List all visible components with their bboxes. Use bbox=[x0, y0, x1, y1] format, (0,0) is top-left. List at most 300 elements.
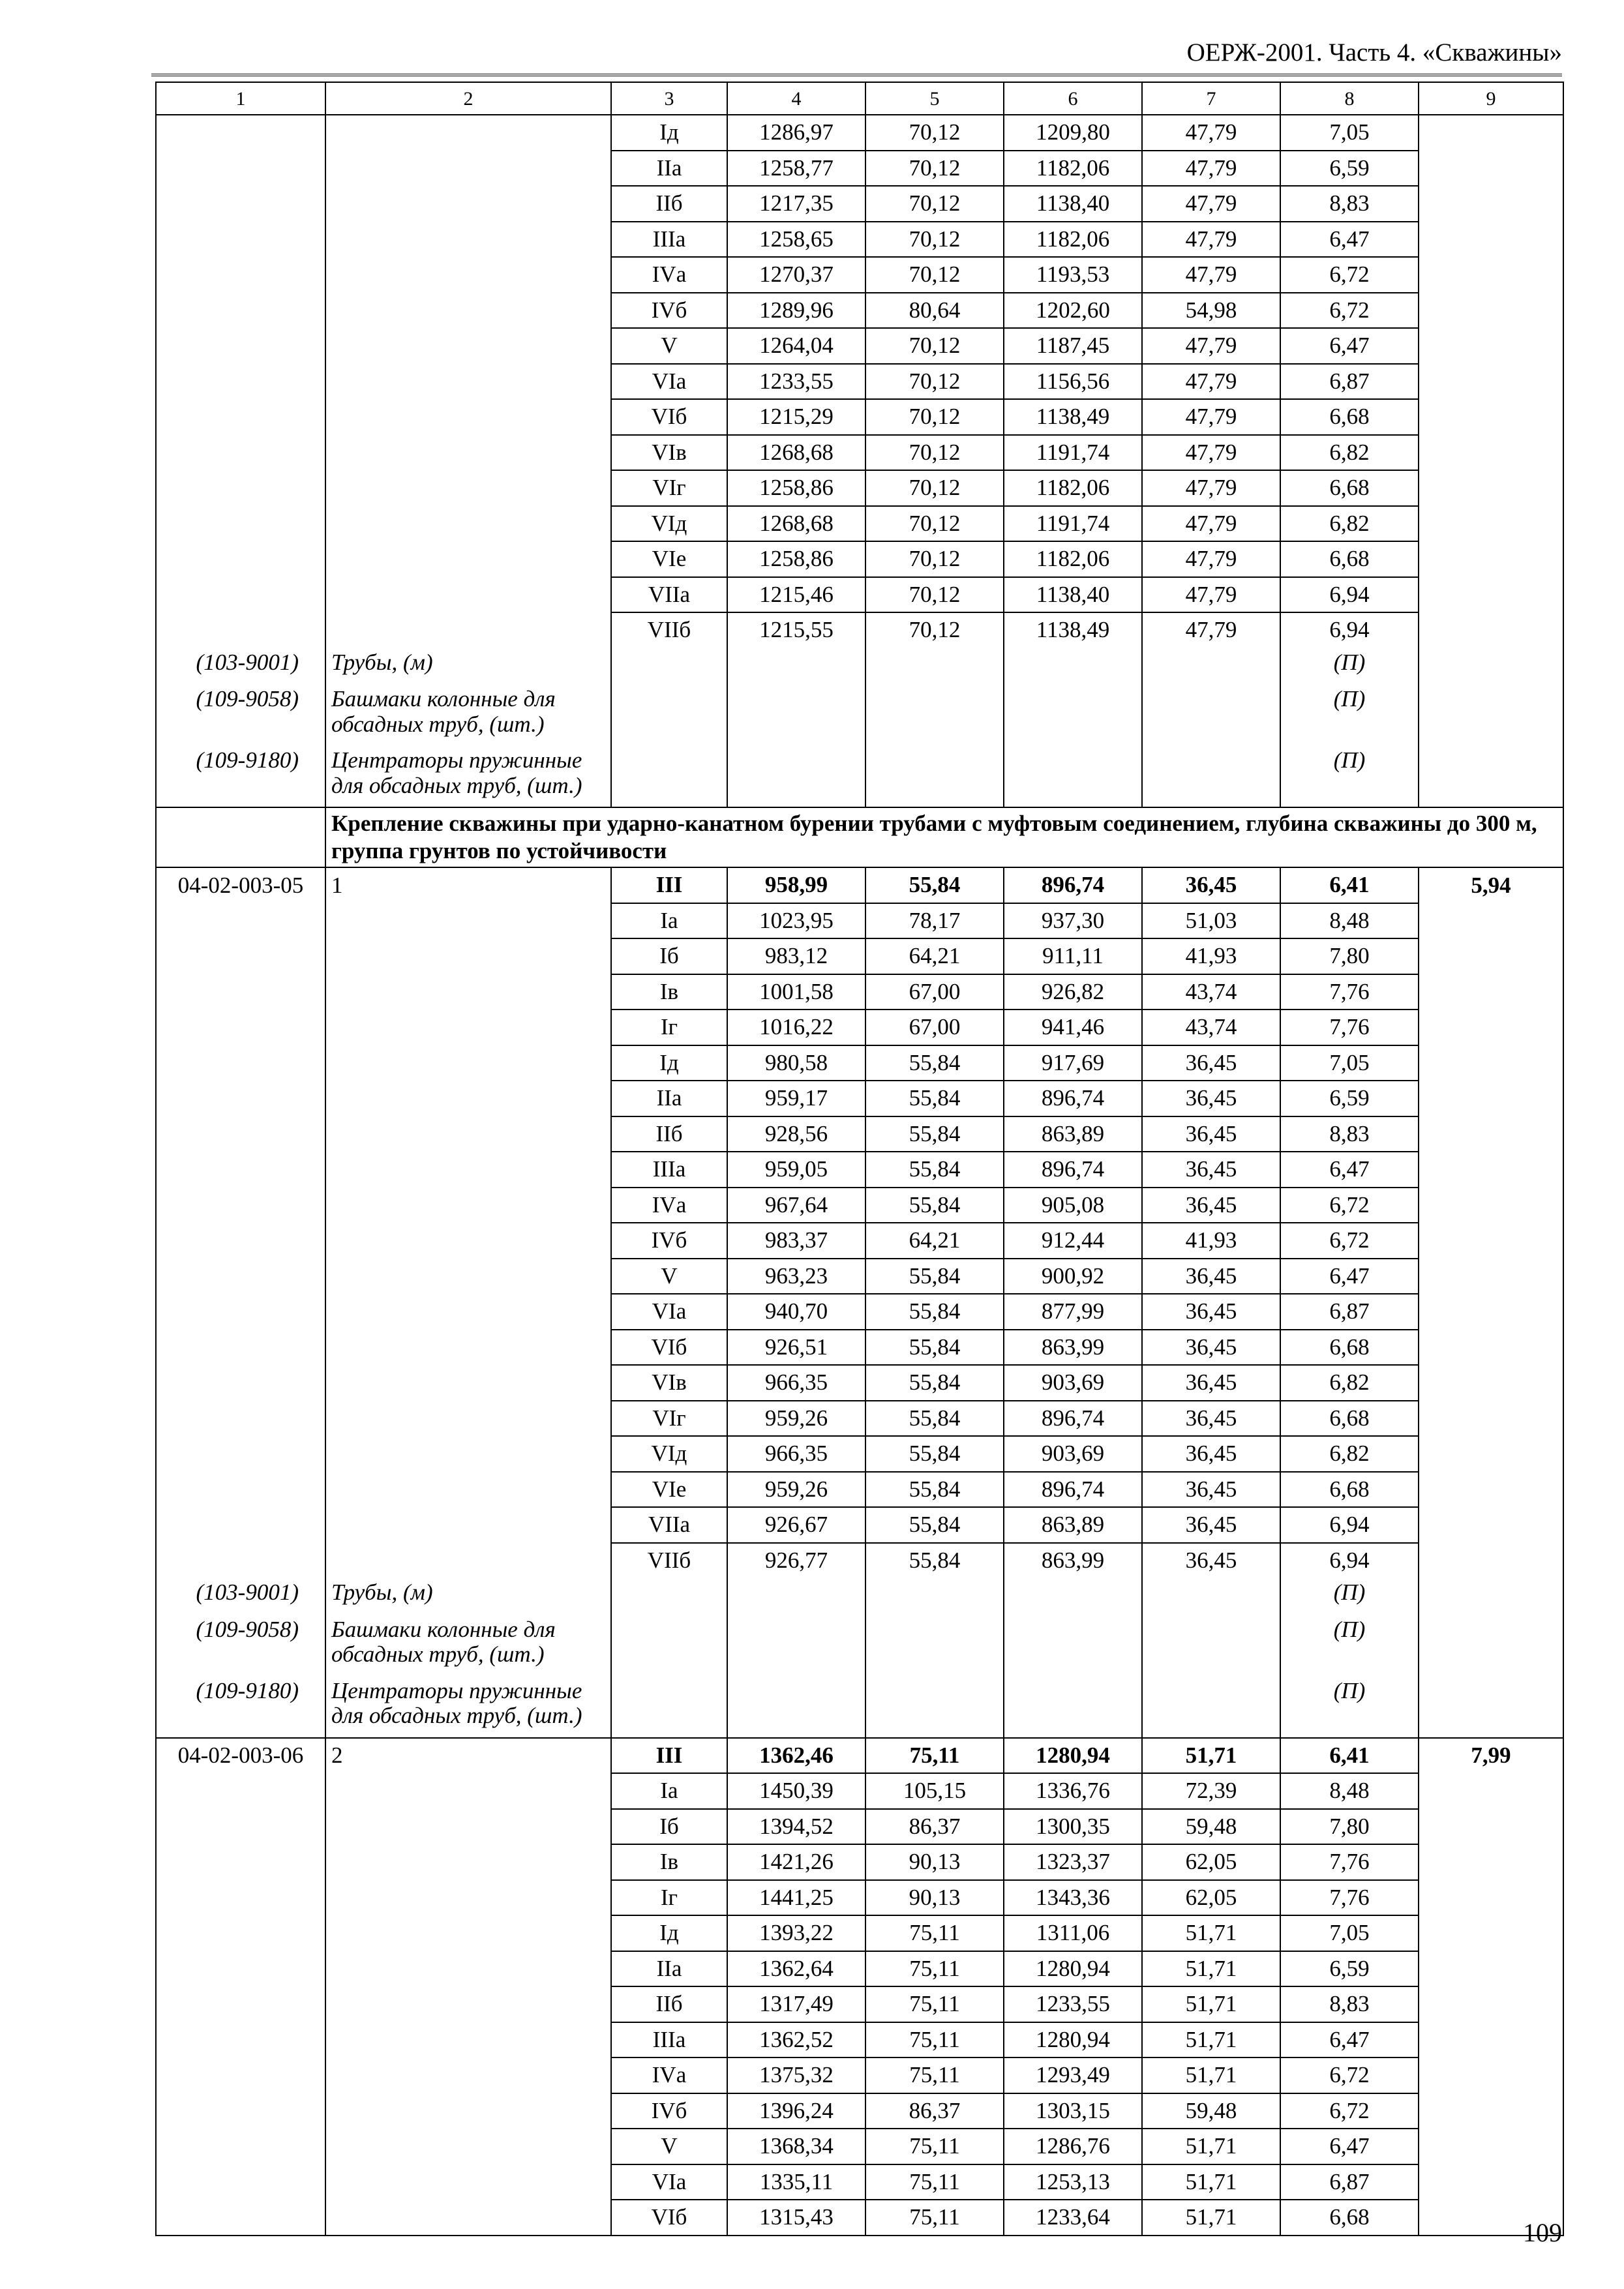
data-cell: 959,26 bbox=[727, 1401, 865, 1437]
table-row bbox=[156, 1152, 1563, 1188]
rate-description bbox=[325, 435, 611, 471]
data-cell: 47,79 bbox=[1142, 541, 1280, 577]
col9-value bbox=[1419, 1223, 1563, 1259]
rate-code bbox=[156, 1472, 325, 1508]
rate-description bbox=[325, 257, 611, 293]
data-cell: 1001,58 bbox=[727, 974, 865, 1010]
section-title: Крепление скважины при ударно-канатном бурении трубами с муфтовым соединением, глубина скважины до 300 м, группа грунтов по устойчивости bbox=[325, 807, 1563, 867]
data-cell: 1323,37 bbox=[1004, 1844, 1142, 1880]
table-row bbox=[156, 1365, 1563, 1401]
data-cell: 7,76 bbox=[1280, 1880, 1419, 1916]
rate-code bbox=[156, 2164, 325, 2200]
data-cell: 6,59 bbox=[1280, 151, 1419, 187]
data-cell: 47,79 bbox=[1142, 470, 1280, 506]
rate-code bbox=[156, 1880, 325, 1916]
resource-name: Башмаки колонные для обсадных труб, (шт.) bbox=[325, 1615, 611, 1676]
rate-description bbox=[325, 186, 611, 222]
empty-cell bbox=[1004, 745, 1142, 807]
rate-description bbox=[325, 1259, 611, 1294]
col9-value bbox=[1419, 938, 1563, 974]
data-cell: Iб bbox=[611, 938, 727, 974]
rate-description bbox=[325, 1330, 611, 1366]
rate-code bbox=[156, 2022, 325, 2058]
col9-value bbox=[1419, 1915, 1563, 1951]
rate-description bbox=[325, 1081, 611, 1116]
data-cell: 1258,65 bbox=[727, 222, 865, 258]
data-cell: 36,45 bbox=[1142, 1436, 1280, 1472]
data-cell: 78,17 bbox=[865, 903, 1004, 939]
data-cell: 41,93 bbox=[1142, 1223, 1280, 1259]
table-row bbox=[156, 222, 1563, 258]
empty-cell bbox=[1142, 1676, 1280, 1738]
rate-code bbox=[156, 1188, 325, 1223]
data-cell: 6,68 bbox=[1280, 1472, 1419, 1508]
resource-code: (109-9180) bbox=[156, 745, 325, 807]
data-cell: 6,87 bbox=[1280, 1294, 1419, 1330]
col9-value bbox=[1419, 1951, 1563, 1987]
rate-code bbox=[156, 470, 325, 506]
data-cell: 896,74 bbox=[1004, 867, 1142, 903]
table-row bbox=[156, 612, 1563, 648]
empty-cell bbox=[1419, 1578, 1563, 1615]
data-cell: 959,17 bbox=[727, 1081, 865, 1116]
data-cell: 926,82 bbox=[1004, 974, 1142, 1010]
data-cell: 1362,64 bbox=[727, 1951, 865, 1987]
resource-name: Трубы, (м) bbox=[325, 1578, 611, 1615]
rate-description bbox=[325, 1951, 611, 1987]
rate-code bbox=[156, 1951, 325, 1987]
data-cell: 7,76 bbox=[1280, 1010, 1419, 1045]
col9-value bbox=[1419, 1081, 1563, 1116]
empty-cell bbox=[1004, 684, 1142, 745]
col9-value: 7,99 bbox=[1419, 1738, 1563, 1774]
data-cell: 51,71 bbox=[1142, 2057, 1280, 2093]
data-cell: 51,71 bbox=[1142, 1738, 1280, 1774]
section-title-spacer bbox=[156, 807, 325, 867]
col9-value bbox=[1419, 1809, 1563, 1845]
data-cell: 6,82 bbox=[1280, 435, 1419, 471]
data-cell: 896,74 bbox=[1004, 1081, 1142, 1116]
data-cell: 36,45 bbox=[1142, 1543, 1280, 1578]
data-cell: 6,59 bbox=[1280, 1951, 1419, 1987]
table-row bbox=[156, 541, 1563, 577]
empty-cell bbox=[1004, 1578, 1142, 1615]
data-cell: 54,98 bbox=[1142, 293, 1280, 329]
table-row bbox=[156, 867, 1563, 903]
empty-cell bbox=[865, 1676, 1004, 1738]
table-row bbox=[156, 1010, 1563, 1045]
data-cell: 1156,56 bbox=[1004, 364, 1142, 400]
resource-row bbox=[156, 684, 1563, 745]
col9-value bbox=[1419, 506, 1563, 542]
data-cell: 896,74 bbox=[1004, 1152, 1142, 1188]
data-cell: 6,82 bbox=[1280, 1365, 1419, 1401]
page-header-title: ОЕРЖ-2001. Часть 4. «Скважины» bbox=[1186, 38, 1562, 67]
data-cell: 1300,35 bbox=[1004, 1809, 1142, 1845]
data-cell: 6,68 bbox=[1280, 541, 1419, 577]
data-cell: 1215,29 bbox=[727, 399, 865, 435]
col9-value bbox=[1419, 1010, 1563, 1045]
data-cell: 47,79 bbox=[1142, 186, 1280, 222]
col9-value bbox=[1419, 115, 1563, 151]
data-cell: 64,21 bbox=[865, 1223, 1004, 1259]
data-cell: 926,77 bbox=[727, 1543, 865, 1578]
col9-value bbox=[1419, 2129, 1563, 2164]
data-cell: 6,68 bbox=[1280, 1330, 1419, 1366]
empty-cell bbox=[611, 1578, 727, 1615]
table-row bbox=[156, 115, 1563, 151]
data-cell: 6,47 bbox=[1280, 328, 1419, 364]
data-cell: 6,94 bbox=[1280, 577, 1419, 613]
rate-code bbox=[156, 115, 325, 151]
rate-code bbox=[156, 1081, 325, 1116]
rate-description bbox=[325, 1188, 611, 1223]
data-cell: VIг bbox=[611, 1401, 727, 1437]
data-cell: VIв bbox=[611, 1365, 727, 1401]
rate-description bbox=[325, 612, 611, 648]
data-cell: 896,74 bbox=[1004, 1472, 1142, 1508]
col9-value bbox=[1419, 222, 1563, 258]
resource-code: (103-9001) bbox=[156, 648, 325, 685]
data-cell: 86,37 bbox=[865, 2093, 1004, 2129]
col9-value bbox=[1419, 293, 1563, 329]
col9-value bbox=[1419, 1507, 1563, 1543]
empty-cell bbox=[1142, 745, 1280, 807]
data-cell: 55,84 bbox=[865, 1472, 1004, 1508]
rate-code bbox=[156, 1116, 325, 1152]
data-cell: IVа bbox=[611, 1188, 727, 1223]
data-cell: 6,41 bbox=[1280, 1738, 1419, 1774]
data-cell: 905,08 bbox=[1004, 1188, 1142, 1223]
col9-value bbox=[1419, 1045, 1563, 1081]
rate-code bbox=[156, 1507, 325, 1543]
data-cell: 36,45 bbox=[1142, 867, 1280, 903]
data-cell: 70,12 bbox=[865, 506, 1004, 542]
data-cell: VIIб bbox=[611, 612, 727, 648]
rate-description bbox=[325, 1116, 611, 1152]
data-cell: 51,71 bbox=[1142, 2129, 1280, 2164]
data-cell: 6,72 bbox=[1280, 293, 1419, 329]
data-cell: 7,76 bbox=[1280, 1844, 1419, 1880]
data-cell: 1343,36 bbox=[1004, 1880, 1142, 1916]
data-cell: 6,47 bbox=[1280, 1152, 1419, 1188]
section-title-row bbox=[156, 807, 1563, 867]
data-cell: 6,59 bbox=[1280, 1081, 1419, 1116]
rate-code: 04-02-003-06 bbox=[156, 1738, 325, 1774]
empty-cell bbox=[1004, 648, 1142, 685]
rate-description bbox=[325, 1365, 611, 1401]
data-cell: 6,68 bbox=[1280, 399, 1419, 435]
table-row bbox=[156, 399, 1563, 435]
data-cell: 55,84 bbox=[865, 1188, 1004, 1223]
data-cell: 6,47 bbox=[1280, 1259, 1419, 1294]
empty-cell bbox=[1004, 1676, 1142, 1738]
data-cell: 41,93 bbox=[1142, 938, 1280, 974]
rate-description bbox=[325, 903, 611, 939]
rate-code bbox=[156, 612, 325, 648]
rate-description bbox=[325, 577, 611, 613]
rate-description bbox=[325, 115, 611, 151]
data-cell: 980,58 bbox=[727, 1045, 865, 1081]
table-row bbox=[156, 257, 1563, 293]
empty-cell bbox=[1419, 684, 1563, 745]
data-cell: 75,11 bbox=[865, 2200, 1004, 2236]
data-cell: 6,68 bbox=[1280, 470, 1419, 506]
data-cell: 36,45 bbox=[1142, 1116, 1280, 1152]
empty-cell bbox=[865, 648, 1004, 685]
rate-description bbox=[325, 399, 611, 435]
data-cell: 75,11 bbox=[865, 2057, 1004, 2093]
resource-mark: (П) bbox=[1280, 1676, 1419, 1738]
data-cell: VIа bbox=[611, 1294, 727, 1330]
data-cell: 1303,15 bbox=[1004, 2093, 1142, 2129]
rate-code bbox=[156, 577, 325, 613]
empty-cell bbox=[865, 684, 1004, 745]
rate-description bbox=[325, 1436, 611, 1472]
rate-code bbox=[156, 151, 325, 187]
data-cell: 6,72 bbox=[1280, 2093, 1419, 2129]
data-cell: 36,45 bbox=[1142, 1507, 1280, 1543]
data-cell: VIв bbox=[611, 435, 727, 471]
empty-cell bbox=[727, 1676, 865, 1738]
data-cell: 7,80 bbox=[1280, 1809, 1419, 1845]
data-cell: 51,71 bbox=[1142, 2022, 1280, 2058]
table-row bbox=[156, 1951, 1563, 1987]
empty-cell bbox=[1142, 684, 1280, 745]
data-cell: 1270,37 bbox=[727, 257, 865, 293]
data-cell: 6,47 bbox=[1280, 2022, 1419, 2058]
rate-code bbox=[156, 257, 325, 293]
data-cell: 72,39 bbox=[1142, 1773, 1280, 1809]
data-cell: IIб bbox=[611, 1116, 727, 1152]
data-cell: 59,48 bbox=[1142, 2093, 1280, 2129]
table-row bbox=[156, 1844, 1563, 1880]
rate-description bbox=[325, 222, 611, 258]
empty-cell bbox=[727, 684, 865, 745]
data-cell: 1138,40 bbox=[1004, 186, 1142, 222]
col9-value bbox=[1419, 2093, 1563, 2129]
data-cell: VIг bbox=[611, 470, 727, 506]
table-row bbox=[156, 1330, 1563, 1366]
data-cell: Iв bbox=[611, 1844, 727, 1880]
empty-cell bbox=[611, 684, 727, 745]
data-cell: 917,69 bbox=[1004, 1045, 1142, 1081]
rate-description bbox=[325, 974, 611, 1010]
rate-code bbox=[156, 1045, 325, 1081]
data-cell: 43,74 bbox=[1142, 1010, 1280, 1045]
data-cell: 1362,52 bbox=[727, 2022, 865, 2058]
rate-code bbox=[156, 541, 325, 577]
data-cell: 8,83 bbox=[1280, 1116, 1419, 1152]
data-cell: 47,79 bbox=[1142, 506, 1280, 542]
col9-value bbox=[1419, 2057, 1563, 2093]
rate-description bbox=[325, 1880, 611, 1916]
data-cell: 6,68 bbox=[1280, 2200, 1419, 2236]
data-cell: 1293,49 bbox=[1004, 2057, 1142, 2093]
data-cell: 62,05 bbox=[1142, 1880, 1280, 1916]
col9-value bbox=[1419, 1294, 1563, 1330]
data-cell: 926,51 bbox=[727, 1330, 865, 1366]
data-cell: VIб bbox=[611, 1330, 727, 1366]
rate-description bbox=[325, 2200, 611, 2236]
data-cell: 47,79 bbox=[1142, 612, 1280, 648]
data-cell: 1264,04 bbox=[727, 328, 865, 364]
data-cell: Iа bbox=[611, 903, 727, 939]
data-cell: 70,12 bbox=[865, 435, 1004, 471]
rate-code bbox=[156, 1809, 325, 1845]
data-cell: 6,87 bbox=[1280, 2164, 1419, 2200]
resource-mark: (П) bbox=[1280, 1578, 1419, 1615]
data-cell: VIа bbox=[611, 2164, 727, 2200]
rate-description bbox=[325, 1773, 611, 1809]
data-cell: 70,12 bbox=[865, 115, 1004, 151]
data-cell: 1375,32 bbox=[727, 2057, 865, 2093]
data-cell: 51,71 bbox=[1142, 2200, 1280, 2236]
rate-description bbox=[325, 1472, 611, 1508]
data-cell: 80,64 bbox=[865, 293, 1004, 329]
data-cell: 55,84 bbox=[865, 1543, 1004, 1578]
rate-code bbox=[156, 399, 325, 435]
rate-description bbox=[325, 2129, 611, 2164]
col9-value bbox=[1419, 1401, 1563, 1437]
table-row bbox=[156, 1116, 1563, 1152]
data-cell: 1182,06 bbox=[1004, 470, 1142, 506]
rate-code bbox=[156, 328, 325, 364]
table-row bbox=[156, 364, 1563, 400]
data-cell: 51,71 bbox=[1142, 1951, 1280, 1987]
col9-value bbox=[1419, 470, 1563, 506]
table-row bbox=[156, 2022, 1563, 2058]
table-row bbox=[156, 186, 1563, 222]
col9-value bbox=[1419, 2164, 1563, 2200]
data-cell: 51,71 bbox=[1142, 2164, 1280, 2200]
data-cell: 983,12 bbox=[727, 938, 865, 974]
resource-row bbox=[156, 1676, 1563, 1738]
empty-cell bbox=[1142, 648, 1280, 685]
rate-description bbox=[325, 1986, 611, 2022]
col9-value bbox=[1419, 1543, 1563, 1578]
data-cell: 36,45 bbox=[1142, 1294, 1280, 1330]
data-cell: 36,45 bbox=[1142, 1472, 1280, 1508]
data-cell: 75,11 bbox=[865, 1951, 1004, 1987]
rate-description bbox=[325, 2164, 611, 2200]
table-row bbox=[156, 938, 1563, 974]
data-cell: IIб bbox=[611, 186, 727, 222]
rate-code bbox=[156, 293, 325, 329]
rate-code bbox=[156, 1365, 325, 1401]
data-cell: 75,11 bbox=[865, 1986, 1004, 2022]
data-cell: 8,48 bbox=[1280, 903, 1419, 939]
resource-mark: (П) bbox=[1280, 1615, 1419, 1676]
data-cell: IIб bbox=[611, 1986, 727, 2022]
col9-value bbox=[1419, 364, 1563, 400]
table-row bbox=[156, 1773, 1563, 1809]
rate-code bbox=[156, 1330, 325, 1366]
empty-cell bbox=[611, 1615, 727, 1676]
rate-code bbox=[156, 1543, 325, 1578]
empty-cell bbox=[727, 648, 865, 685]
data-cell: IVб bbox=[611, 2093, 727, 2129]
table-row bbox=[156, 1915, 1563, 1951]
col9-value bbox=[1419, 435, 1563, 471]
data-cell: 1202,60 bbox=[1004, 293, 1142, 329]
data-cell: Iг bbox=[611, 1880, 727, 1916]
data-cell: 896,74 bbox=[1004, 1401, 1142, 1437]
data-cell: 903,69 bbox=[1004, 1436, 1142, 1472]
table-row bbox=[156, 470, 1563, 506]
data-cell: 1315,43 bbox=[727, 2200, 865, 2236]
data-cell: 1280,94 bbox=[1004, 1951, 1142, 1987]
data-cell: 1138,40 bbox=[1004, 577, 1142, 613]
table-row bbox=[156, 577, 1563, 613]
rate-description bbox=[325, 1010, 611, 1045]
data-cell: V bbox=[611, 1259, 727, 1294]
data-cell: 36,45 bbox=[1142, 1188, 1280, 1223]
data-cell: VIIа bbox=[611, 1507, 727, 1543]
data-cell: 863,89 bbox=[1004, 1507, 1142, 1543]
data-cell: 941,46 bbox=[1004, 1010, 1142, 1045]
data-cell: 1191,74 bbox=[1004, 435, 1142, 471]
empty-cell bbox=[1419, 648, 1563, 685]
empty-cell bbox=[1142, 1578, 1280, 1615]
col9-value bbox=[1419, 577, 1563, 613]
data-cell: 6,41 bbox=[1280, 867, 1419, 903]
col9-value bbox=[1419, 257, 1563, 293]
col9-value: 5,94 bbox=[1419, 867, 1563, 903]
data-cell: 1182,06 bbox=[1004, 541, 1142, 577]
data-cell: 1258,86 bbox=[727, 541, 865, 577]
rate-description bbox=[325, 151, 611, 187]
column-header: 8 bbox=[1280, 82, 1419, 115]
data-cell: 963,23 bbox=[727, 1259, 865, 1294]
table-row bbox=[156, 1259, 1563, 1294]
data-cell: 1335,11 bbox=[727, 2164, 865, 2200]
data-cell: III bbox=[611, 1738, 727, 1774]
rate-code bbox=[156, 364, 325, 400]
data-cell: 47,79 bbox=[1142, 257, 1280, 293]
resource-code: (103-9001) bbox=[156, 1578, 325, 1615]
data-cell: 70,12 bbox=[865, 328, 1004, 364]
data-cell: 937,30 bbox=[1004, 903, 1142, 939]
data-cell: 36,45 bbox=[1142, 1365, 1280, 1401]
col9-value bbox=[1419, 1330, 1563, 1366]
data-cell: 47,79 bbox=[1142, 151, 1280, 187]
data-cell: 6,94 bbox=[1280, 1507, 1419, 1543]
col9-value bbox=[1419, 1844, 1563, 1880]
data-cell: Iб bbox=[611, 1809, 727, 1845]
rate-description bbox=[325, 1844, 611, 1880]
data-cell: 55,84 bbox=[865, 1330, 1004, 1366]
data-cell: 1138,49 bbox=[1004, 399, 1142, 435]
data-cell: 6,72 bbox=[1280, 1223, 1419, 1259]
data-cell: 1217,35 bbox=[727, 186, 865, 222]
data-cell: 59,48 bbox=[1142, 1809, 1280, 1845]
data-cell: 75,11 bbox=[865, 2129, 1004, 2164]
data-cell: 70,12 bbox=[865, 364, 1004, 400]
column-header: 5 bbox=[865, 82, 1004, 115]
rate-description bbox=[325, 2093, 611, 2129]
col9-value bbox=[1419, 1986, 1563, 2022]
col9-value bbox=[1419, 328, 1563, 364]
data-cell: 1421,26 bbox=[727, 1844, 865, 1880]
rate-description bbox=[325, 938, 611, 974]
rate-description bbox=[325, 364, 611, 400]
data-cell: 1362,46 bbox=[727, 1738, 865, 1774]
data-cell: 1258,86 bbox=[727, 470, 865, 506]
data-cell: IVа bbox=[611, 2057, 727, 2093]
data-cell: 1253,13 bbox=[1004, 2164, 1142, 2200]
column-header: 2 bbox=[325, 82, 611, 115]
